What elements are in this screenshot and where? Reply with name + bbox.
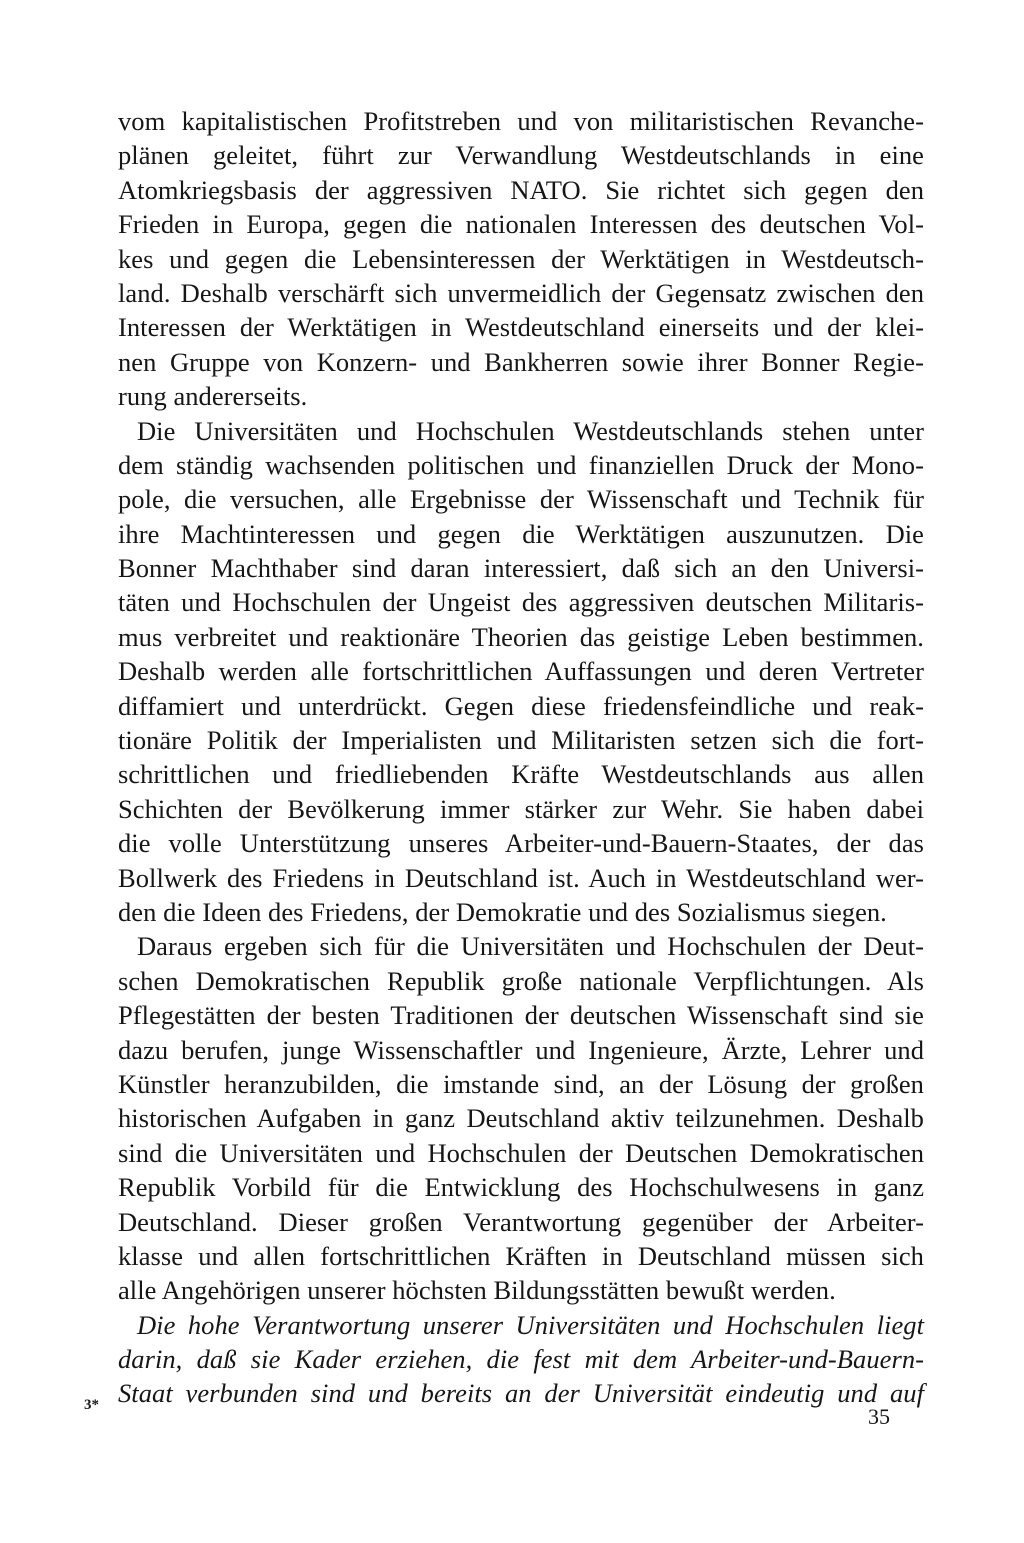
body-text <box>118 104 924 1411</box>
text-line: Künstler heranzubilden, die imstande sind, an der Lösung der großen <box>118 1068 924 1099</box>
text-line: diffamiert und unterdrückt. Gegen diese friedensfeindliche und reak- <box>118 690 924 721</box>
text-line: mus verbreitet und reaktionäre Theorien das geistige Leben bestimmen. <box>118 621 924 652</box>
text-line: sind die Universitäten und Hochschulen der Deutschen Demokratischen <box>118 1137 924 1168</box>
text-line: Frieden in Europa, gegen die nationalen Interessen des deutschen Vol- <box>118 209 924 240</box>
paragraph <box>118 929 924 1307</box>
text-line: dazu berufen, junge Wissenschaftler und Ingenieure, Ärzte, Lehrer und <box>118 1034 924 1065</box>
paragraph <box>118 414 924 930</box>
text-line: Bonner Machthaber sind daran interessiert, daß sich an den Universi- <box>118 553 924 584</box>
text-line: Interessen der Werktätigen in Westdeutschland einerseits und der klei- <box>118 312 924 343</box>
text-line: Die hohe Verantwortung unserer Universitäten und Hochschulen liegt <box>137 1309 924 1340</box>
text-line: rung andererseits. <box>118 381 308 412</box>
text-line: Pflegestätten der besten Traditionen der deutschen Wissenschaft sind sie <box>118 1000 924 1031</box>
text-line: Bollwerk des Friedens in Deutschland ist. Auch in Westdeutschland wer- <box>118 862 924 893</box>
text-line: tionäre Politik der Imperialisten und Militaristen setzen sich die fort- <box>118 725 924 756</box>
paragraph <box>118 1308 924 1411</box>
text-line: Staat verbunden sind und bereits an der Universität eindeutig und auf <box>118 1378 924 1409</box>
text-line: ihre Machtinteressen und gegen die Werktätigen auszunutzen. Die <box>118 518 924 549</box>
text-line: schrittlichen und friedliebenden Kräfte Westdeutschlands aus allen <box>118 759 924 790</box>
text-line: Schichten der Bevölkerung immer stärker zur Wehr. Sie haben dabei <box>118 793 924 824</box>
signature-mark: 3* <box>84 1397 99 1413</box>
text-line: schen Demokratischen Republik große nationale Verpflichtungen. Als <box>118 965 924 996</box>
text-line: täten und Hochschulen der Ungeist des aggressiven deutschen Militaris- <box>118 587 924 618</box>
text-line: klasse und allen fortschrittlichen Kräften in Deutschland müssen sich <box>118 1240 924 1271</box>
text-line: vom kapitalistischen Profitstreben und von militaristischen Revanche- <box>118 106 924 136</box>
text-line: nen Gruppe von Konzern- und Bankherren sowie ihrer Bonner Regie- <box>118 346 924 377</box>
text-line: Republik Vorbild für die Entwicklung des Hochschulwesens in ganz <box>118 1172 924 1203</box>
text-line: Daraus ergeben sich für die Universitäten und Hochschulen der Deut- <box>137 931 924 962</box>
page-number: 35 <box>868 1404 890 1429</box>
text-line: plänen geleitet, führt zur Verwandlung Westdeutschlands in eine <box>118 140 924 171</box>
paragraph <box>118 104 924 414</box>
text-line: alle Angehörigen unserer höchsten Bildungsstätten bewußt werden. <box>118 1275 836 1306</box>
text-line: Deutschland. Dieser großen Verantwortung gegenüber der Arbeiter- <box>118 1206 924 1237</box>
text-line: pole, die versuchen, alle Ergebnisse der Wissenschaft und Technik für <box>118 484 924 515</box>
text-line: Atomkriegsbasis der aggressiven NATO. Sie richtet sich gegen den <box>118 174 924 205</box>
text-line: kes und gegen die Lebensinteressen der Werktätigen in Westdeutsch- <box>118 243 924 274</box>
text-line: darin, daß sie Kader erziehen, die fest mit dem Arbeiter-und-Bauern- <box>118 1344 924 1375</box>
text-line: Deshalb werden alle fortschrittlichen Auffassungen und deren Vertreter <box>118 656 924 687</box>
text-line: land. Deshalb verschärft sich unvermeidlich der Gegensatz zwischen den <box>118 277 924 308</box>
text-line: die volle Unterstützung unseres Arbeiter-und-Bauern-Staates, der das <box>118 828 924 859</box>
text-line: Die Universitäten und Hochschulen Westdeutschlands stehen unter <box>137 415 924 446</box>
text-line: historischen Aufgaben in ganz Deutschland aktiv teilzunehmen. Deshalb <box>118 1103 924 1134</box>
text-line: den die Ideen des Friedens, der Demokratie und des Sozialismus siegen. <box>118 896 887 927</box>
text-line: dem ständig wachsenden politischen und finanziellen Druck der Mono- <box>118 449 924 480</box>
